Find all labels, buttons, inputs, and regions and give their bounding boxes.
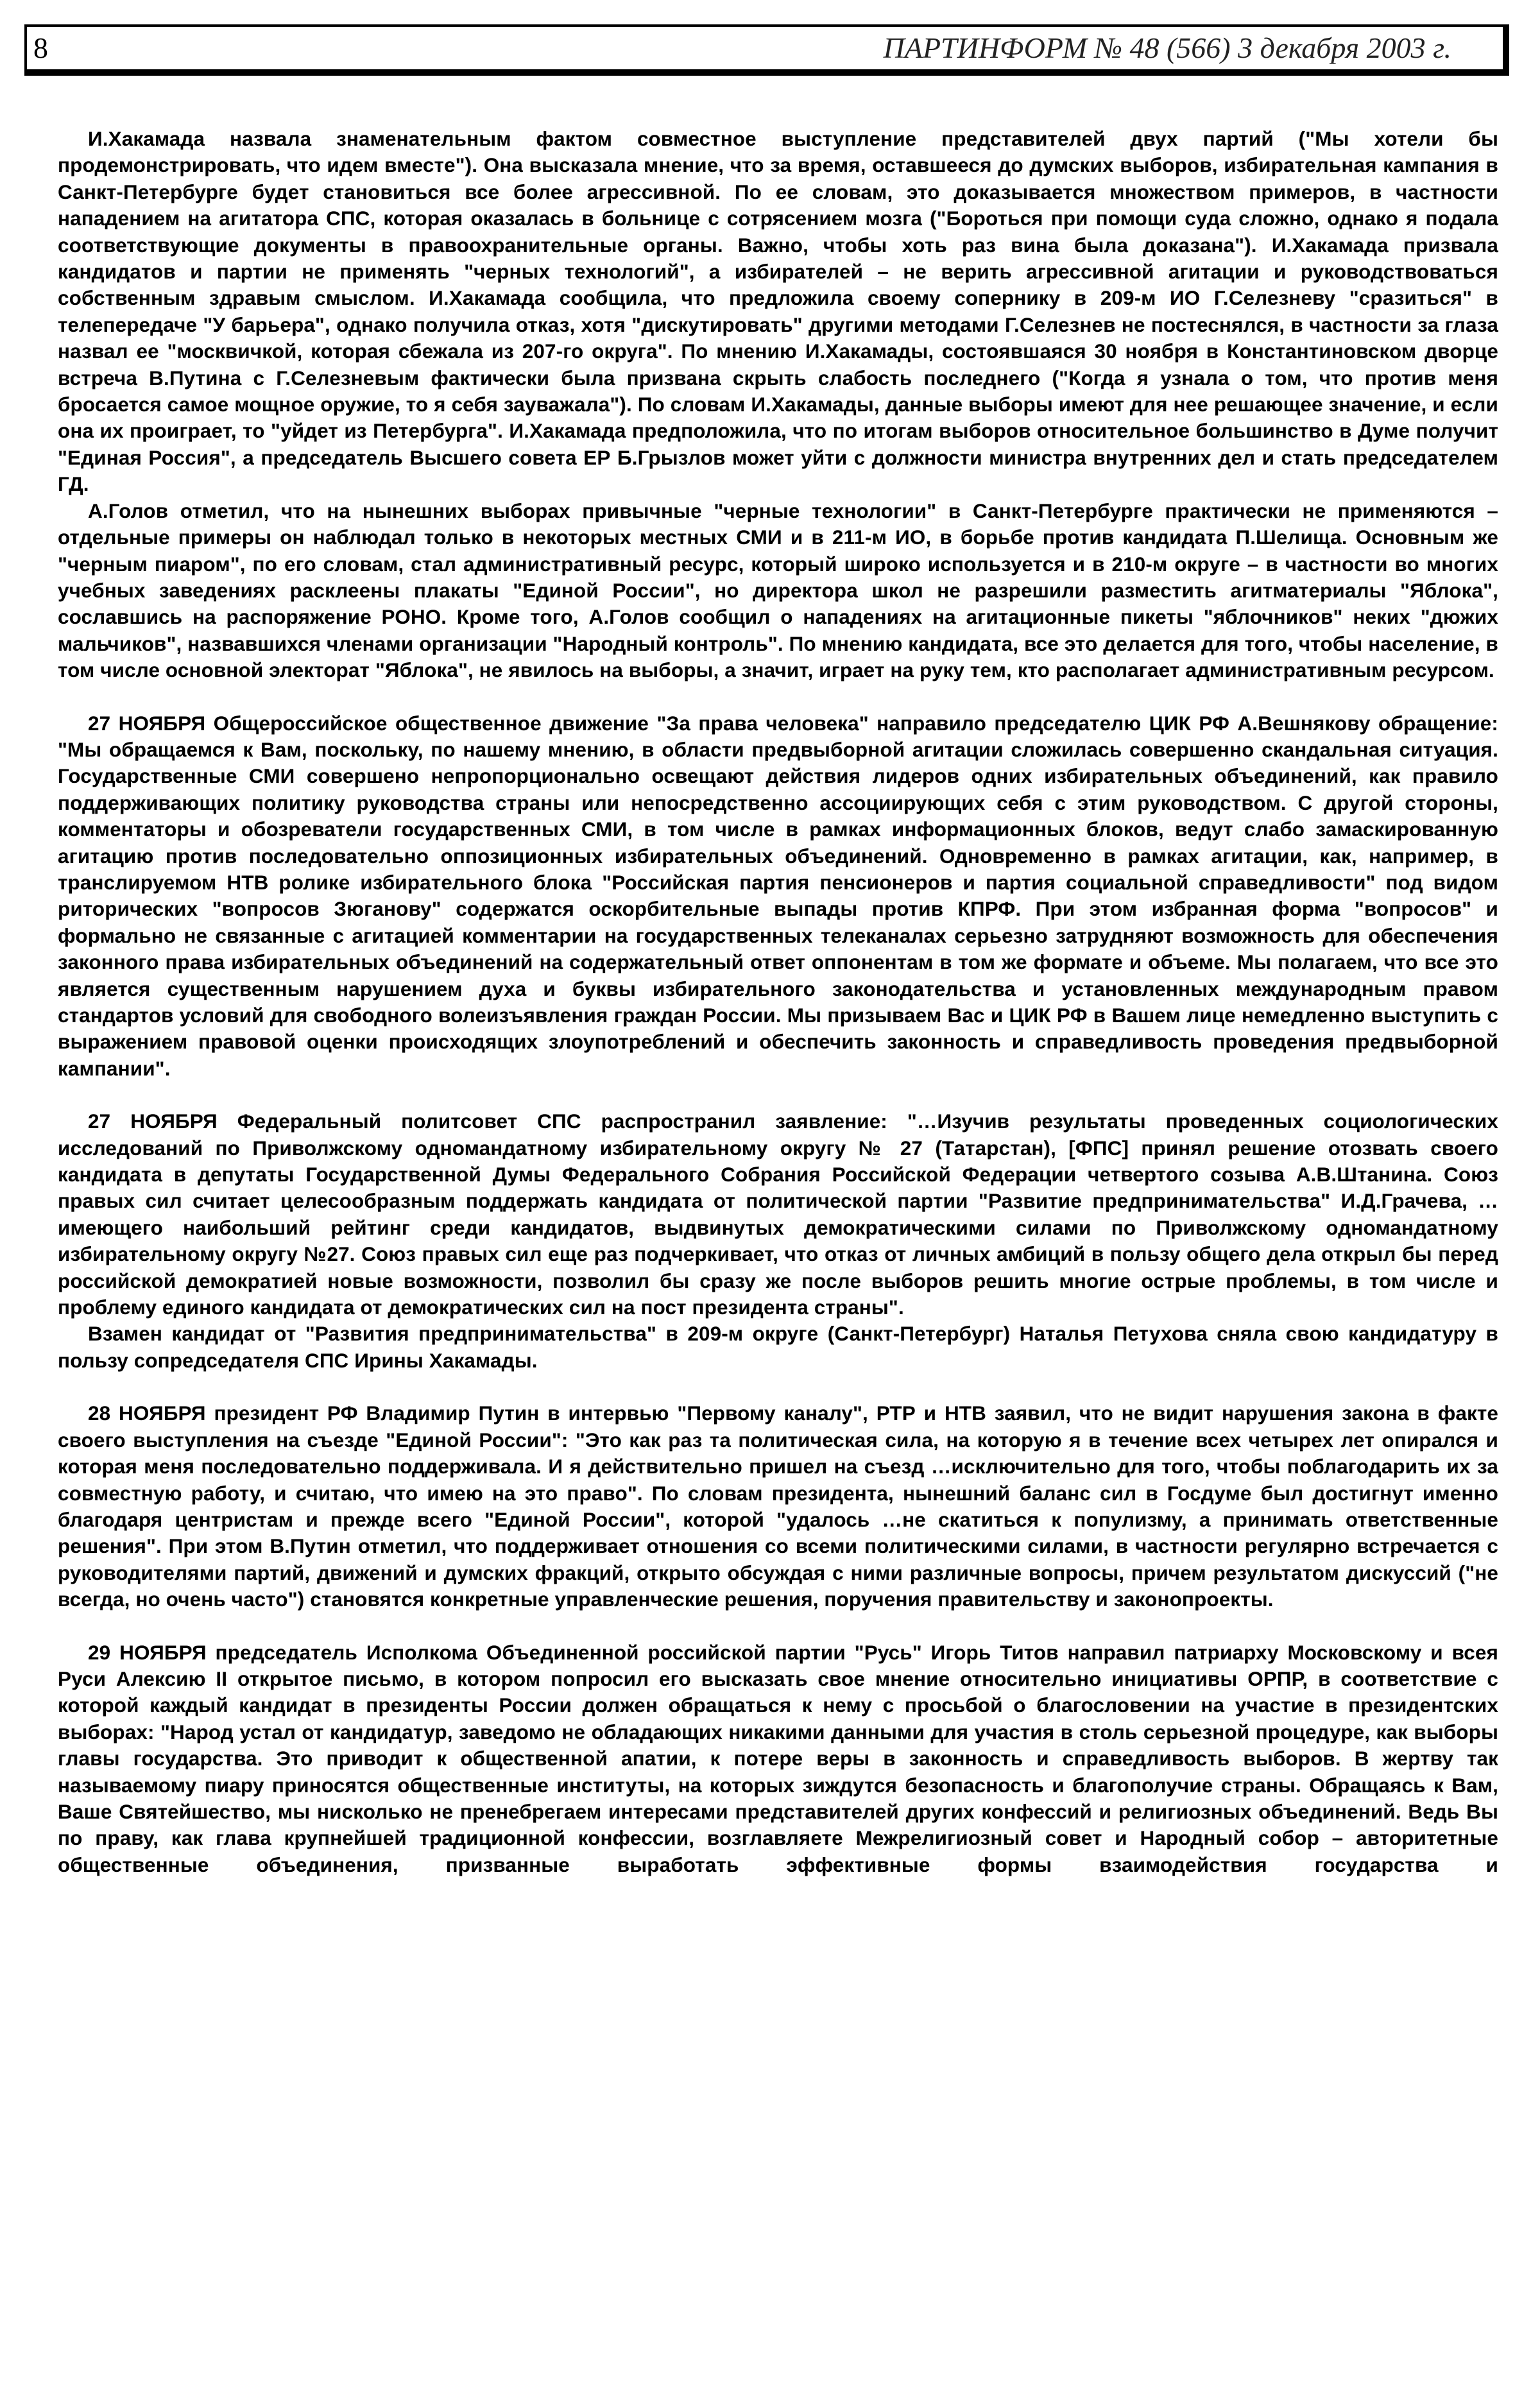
paragraph-nov28-putin: 28 НОЯБРЯ президент РФ Владимир Путин в интервью "Первому каналу", РТР и НТВ заявил, что не видит нарушения закона в факте своего выступления на съезде "Единой России": "Это как раз та политическая сила, на которую я в течение всех четырех лет опирался и которая меня последовательно поддерживала. И я действительно пришел на съезд …исключительно для того, чтобы поблагодарить их за совместную работу, и считаю, что имею на это право". По словам президента, нынешний баланс сил в Госдуме был достигнут именно благодаря центристам и прежде всего "Единой России", которой "удалось …не скатиться к популизму, а принимать ответственные решения". При этом В.Путин отметил, что поддерживает отношения со всеми политическими силами, в частности регулярно встречается с руководителями партий, движений и думских фракций, открыто обсуждая с ними различные вопросы, причем результатом дискуссий ("не всегда, но очень часто") становятся конкретные управленческие решения, поручения правительству и законопроекты. [58, 1401, 1498, 1611]
paragraph-nov27-appeal: 27 НОЯБРЯ Общероссийское общественное движение "За права человека" направило председателю ЦИК РФ А.Вешнякову обращение: "Мы обращаемся к Вам, поскольку, по нашему мнению, в области предвыборной агитации сложилась совершенно скандальная ситуация. Государственные СМИ совершено непропорционально освещают действия лидеров одних избирательных объединений, как правило поддерживающих политику руководства страны или непосредственно ассоциирующих себя с этим руководством. С другой стороны, комментаторы и обозреватели государственных СМИ, в том числе в рамках информационных блоков, ведут слабо замаскированную агитацию против последовательно оппозиционных избирательных объединений. Одновременно в рамках агитации, как, например, в транслируемом НТВ ролике избирательного блока "Российская партия пенсионеров и партия социальной справедливости" под видом риторических "вопросов Зюганову" содержатся оскорбительные выпады против КПРФ. При этом избранная форма "вопросов" и формально не связанные с агитацией комментарии на государственных телеканалах серьезно затрудняют возможность для обеспечения законного права избирательных объединений на содержательный ответ оппонентам в том же формате и объеме. Мы полагаем, что все это является существенным нарушением духа и буквы избирательного законодательства и установленных международным правом стандартов условий для свободного волеизъявления граждан России. Мы призываем Вас и ЦИК РФ в Вашем лице немедленно выступить с выражением правовой оценки происходящих злоупотреблений и обеспечить законность и справедливость проведения предвыборной кампании". [58, 711, 1498, 1080]
paragraph-petukhova: Взамен кандидат от "Развития предпринимательства" в 209-м округе (Санкт-Петербург) Наталья Петухова сняла свою кандидатуру в пользу сопредседателя СПС Ирины Хакамады. [58, 1322, 1498, 1372]
article-body [58, 126, 1498, 1878]
paragraph-golov: А.Голов отметил, что на нынешних выборах привычные "черные технологии" в Санкт-Петербурге практически не применяются – отдельные примеры он наблюдал только в некоторых местных СМИ и в 211-м ИО, в борьбе против кандидата П.Шелища. Основным же "черным пиаром", по его словам, стал административный ресурс, который широко используется и в 210-м округе – в частности во многих учебных заведениях расклеены плакаты "Единой России", но директора школ не разрешили разместить агитматериалы "Яблока", сославшись на распоряжение РОНО. Кроме того, А.Голов сообщил о нападениях на агитационные пикеты "яблочников" неких "дюжих мальчиков", назвавшихся членами организации "Народный контроль". По мнению кандидата, все это делается для того, чтобы население, в том числе основной электорат "Яблока", не явилось на выборы, а значит, играет на руку тем, кто располагает административным ресурсом. [58, 499, 1498, 682]
page-header [24, 24, 1509, 76]
publication-title: ПАРТИНФОРМ № 48 (566) 3 декабря 2003 г. [883, 31, 1451, 64]
page-number: 8 [33, 31, 48, 64]
paragraph-khakamada: И.Хакамада назвала знаменательным фактом совместное выступление представителей двух партий ("Мы хотели бы продемонстрировать, что идем вместе"). Она высказала мнение, что за время, оставшееся до думских выборов, избирательная кампания в Санкт-Петербурге будет становиться все более агрессивной. По ее словам, это доказывается множеством примеров, в частности нападением на агитатора СПС, которая оказалась в больнице с сотрясением мозга ("Бороться при помощи суда сложно, однако я подала соответствующие документы в правоохранительные органы. Важно, чтобы хоть раз вина была доказана"). И.Хакамада призвала кандидатов и партии не применять "черных технологий", а избирателей – не верить агрессивной агитации и руководствоваться собственным здравым смыслом. И.Хакамада сообщила, что предложила своему сопернику в 209-м ИО Г.Селезневу "сразиться" в телепередаче "У барьера", однако получила отказ, хотя "дискутировать" другими методами Г.Селезнев не постеснялся, в частности за глаза назвал ее "москвичкой, которая сбежала из 207-го округа". По мнению И.Хакамады, состоявшаяся 30 ноября в Константиновском дворце встреча В.Путина с Г.Селезневым фактически была призвана скрыть слабость последнего ("Когда я узнала о том, что против меня бросается самое мощное оружие, то я себя зауважала"). По словам И.Хакамады, данные выборы имеют для нее решающее значение, и если она их проиграет, то "уйдет из Петербурга". И.Хакамада предположила, что по итогам выборов относительное большинство в Думе получит "Единая Россия", а председатель Высшего совета ЕР Б.Грызлов может уйти с должности министра внутренних дел и стать председателем ГД. [58, 127, 1498, 496]
paragraph-nov29-titov: 29 НОЯБРЯ председатель Исполкома Объединенной российской партии "Русь" Игорь Титов направил патриарху Московскому и всея Руси Алексию II открытое письмо, в котором попросил его высказать свое мнение относительно инициативы ОРПР, в соответствие с которой каждый кандидат в президенты России должен обращаться к нему с просьбой о благословении на участие в президентских выборах: "Народ устал от кандидатур, заведомо не обладающих никакими данными для участия в столь серьезной процедуре, как выборы главы государства. Это приводит к общественной апатии, к потере веры в законность и справедливость выборов. В жертву так называемому пиару приносятся общественные институты, на которых зиждутся безопасность и благополучие страны. Обращаясь к Вам, Ваше Святейшество, мы нисколько не пренебрегаем интересами представителей других конфессий и религиозных объединений. Ведь Вы по праву, как глава крупнейшей традиционной конфессии, возглавляете Межрелигиозный совет и Народный собор – авторитетные общественные объединения, призванные выработать эффективные формы взаимодействия государства и [58, 1640, 1498, 1876]
paragraph-nov27-sps: 27 НОЯБРЯ Федеральный политсовет СПС распространил заявление: "…Изучив результаты проведенных социологических исследований по Приволжскому одномандатному избирательному округу № 27 (Татарстан), [ФПС] принял решение отозвать своего кандидата в депутаты Государственной Думы Федерального Собрания Российской Федерации четвертого созыва А.В.Штанина. Союз правых сил считает целесообразным поддержать кандидата от политической партии "Развитие предпринимательства" И.Д.Грачева, …имеющего наибольший рейтинг среди кандидатов, выдвинутых демократическими силами по Приволжскому одномандатному избирательному округу №27. Союз правых сил еще раз подчеркивает, что отказ от личных амбиций в пользу общего дела открыл бы перед российской демократией новые возможности, позволил бы сразу же после выборов решить многие острые проблемы, в том числе и проблему единого кандидата от демократических сил на пост президента страны". [58, 1110, 1498, 1319]
